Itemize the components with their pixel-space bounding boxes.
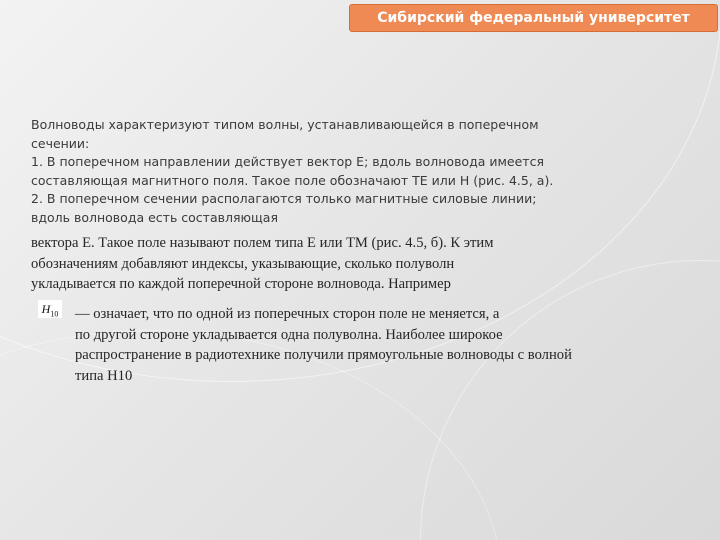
formula-index: 10 <box>50 309 59 319</box>
continuation-text-block <box>31 233 671 295</box>
text-line: Волноводы характеризуют типом волны, устанавливающейся в поперечном <box>31 117 539 132</box>
text-line: обозначениям добавляют индексы, указывающие, сколько полуволн <box>31 255 455 272</box>
background-arc <box>420 260 720 540</box>
text-line: вдоль волновода есть составляющая <box>31 209 278 225</box>
h10-formula-image <box>38 300 62 318</box>
text-line: составляющая магнитного поля. Такое поле обозначают ТЕ или Н (рис. 4.5, а). <box>31 172 554 188</box>
text-line: распространение в радиотехнике получили прямоугольные волноводы с волной <box>75 347 572 363</box>
university-title-badge: Сибирский федеральный университет <box>349 4 718 32</box>
text-line: типа Н10 <box>75 367 133 384</box>
text-line: укладывается по каждой поперечной стороне волновода. Например <box>31 276 451 292</box>
text-line: 1. В поперечном направлении действует вектор Е; вдоль волновода имеется <box>31 154 544 169</box>
text-line: 2. В поперечном сечении располагаются только магнитные силовые линии; <box>31 191 537 206</box>
formula-base: H <box>41 302 51 316</box>
text-line: по другой стороне укладывается одна полуволна. Наиболее широкое <box>75 326 503 343</box>
text-line: — означает, что по одной из поперечных сторон поле не меняется, а <box>75 306 500 322</box>
explanation-text-block <box>75 304 705 386</box>
text-line: вектора Е. Такое поле называют полем типа Е или ТМ (рис. 4.5, б). К этим <box>31 235 494 251</box>
text-line: сечении: <box>31 135 90 151</box>
intro-text-block <box>31 116 671 227</box>
